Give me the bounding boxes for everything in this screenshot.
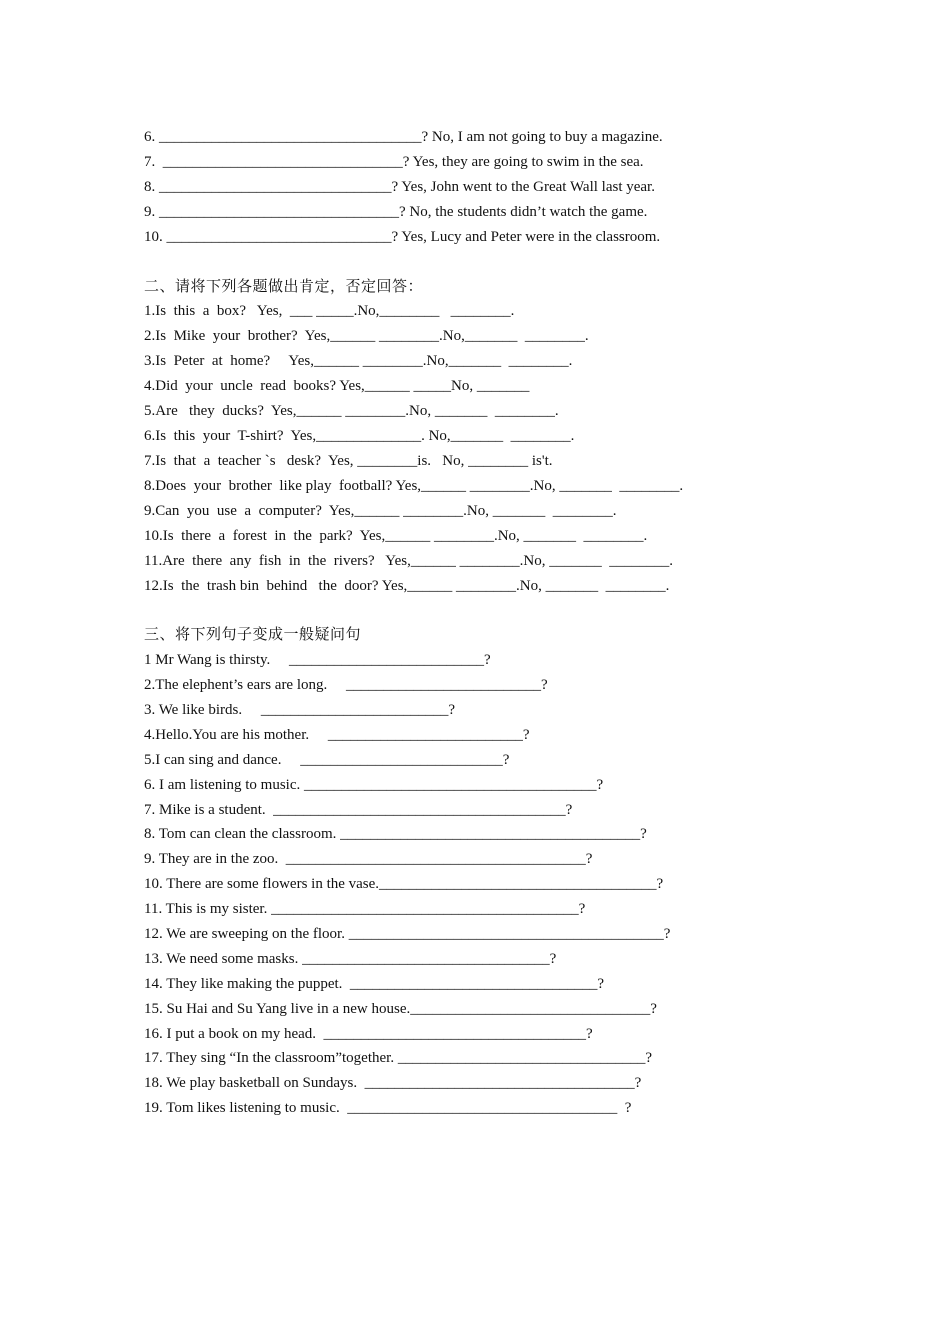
s3-item-5: 5.I can sing and dance. ___________________________? [144, 752, 510, 768]
s3-item-9: 9. They are in the zoo. ________________________________________? [144, 851, 593, 867]
s3-item-2: 2.The elephent’s ears are long. __________________________? [144, 677, 548, 693]
s3-item-14: 14. They like making the puppet. _________________________________? [144, 976, 605, 992]
s1-item-10: 10. ______________________________? Yes, Lucy and Peter were in the classroom. [144, 229, 661, 245]
s3-item-4: 4.Hello.You are his mother. __________________________? [144, 727, 530, 743]
s3-item-3: 3. We like birds. _________________________? [144, 702, 455, 718]
s3-item-11: 11. This is my sister. _________________________________________? [144, 901, 586, 917]
s3-item-18: 18. We play basketball on Sundays. ____________________________________? [144, 1075, 642, 1091]
s2-item-7: 7.Is that a teacher `s desk? Yes, ________is. No, ________ is't. [144, 453, 553, 469]
s3-item-13: 13. We need some masks. _________________________________? [144, 951, 557, 967]
s2-item-1: 1.Is this a box? Yes, ___ _____.No,________ ________. [144, 303, 515, 319]
s3-item-17: 17. They sing “In the classroom”together. _________________________________? [144, 1050, 652, 1066]
s2-item-11: 11.Are there any fish in the rivers? Yes,______ ________.No, _______ ________. [144, 553, 673, 569]
s2-item-3: 3.Is Peter at home? Yes,______ ________.No,_______ ________. [144, 353, 573, 369]
s2-item-6: 6.Is this your T-shirt? Yes,______________. No,_______ ________. [144, 428, 575, 444]
s2-item-8: 8.Does your brother like play football? Yes,______ ________.No, _______ ________. [144, 478, 684, 494]
s1-item-9: 9. ________________________________? No, the students didn’t watch the game. [144, 204, 648, 220]
s3-item-19: 19. Tom likes listening to music. ____________________________________ ? [144, 1100, 632, 1116]
s3-item-6: 6. I am listening to music. _______________________________________? [144, 777, 604, 793]
s3-item-12: 12. We are sweeping on the floor. __________________________________________? [144, 926, 671, 942]
s2-item-4: 4.Did your uncle read books? Yes,______ _____No, _______ [144, 378, 530, 394]
s2-item-5: 5.Are they ducks? Yes,______ ________.No, _______ ________. [144, 403, 559, 419]
s3-item-10: 10. There are some flowers in the vase._____________________________________? [144, 876, 664, 892]
section2-heading: 二、请将下列各题做出肯定，否定回答： [144, 279, 424, 295]
s2-item-2: 2.Is Mike your brother? Yes,______ ________.No,_______ ________. [144, 328, 589, 344]
s2-item-10: 10.Is there a forest in the park? Yes,______ ________.No, _______ ________. [144, 528, 648, 544]
s3-item-8: 8. Tom can clean the classroom. ________________________________________? [144, 826, 647, 842]
s3-item-15: 15. Su Hai and Su Yang live in a new house.________________________________? [144, 1001, 657, 1017]
section3-heading: 三、将下列句子变成一般疑问句 [144, 627, 362, 643]
s2-item-12: 12.Is the trash bin behind the door? Yes,______ ________.No, _______ ________. [144, 578, 670, 594]
s1-item-6: 6. ___________________________________? No, I am not going to buy a magazine. [144, 129, 663, 145]
s3-item-1: 1 Mr Wang is thirsty. __________________________? [144, 652, 491, 668]
s2-item-9: 9.Can you use a computer? Yes,______ ________.No, _______ ________. [144, 503, 617, 519]
s1-item-8: 8. _______________________________? Yes, John went to the Great Wall last year. [144, 179, 655, 195]
s1-item-7: 7. ________________________________? Yes, they are going to swim in the sea. [144, 154, 644, 170]
s3-item-16: 16. I put a book on my head. ___________________________________? [144, 1026, 593, 1042]
s3-item-7: 7. Mike is a student. _______________________________________? [144, 802, 573, 818]
